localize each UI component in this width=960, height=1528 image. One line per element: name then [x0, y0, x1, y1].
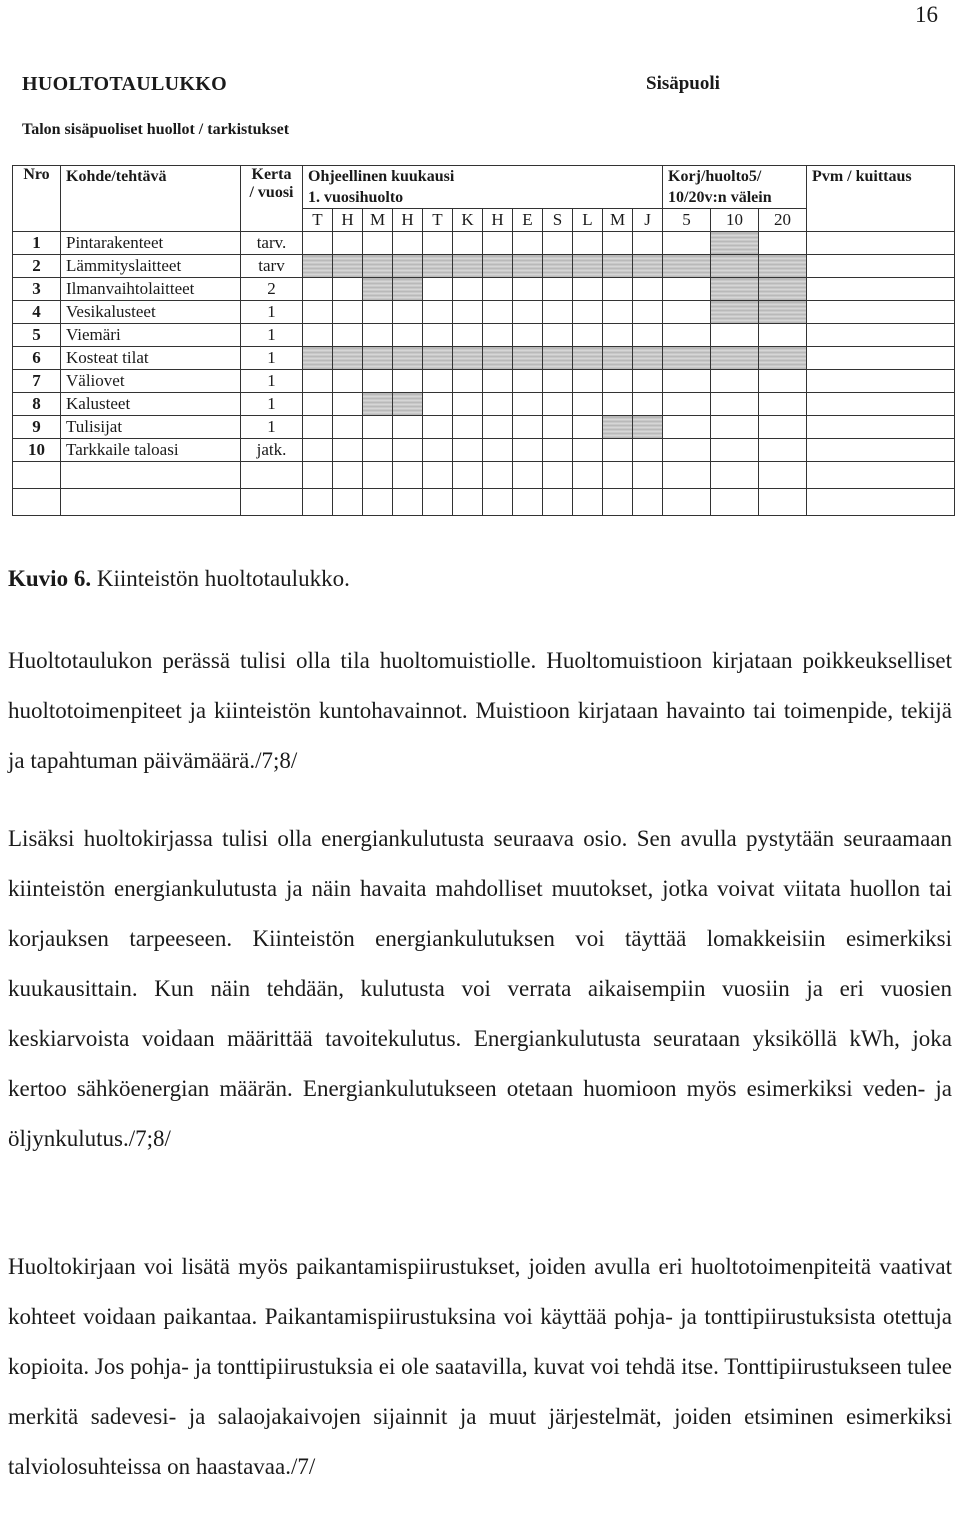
blank-cell — [423, 489, 453, 516]
table-row — [13, 255, 955, 278]
month-cell — [483, 393, 513, 416]
interval-cell — [759, 255, 807, 278]
row-number: 10 — [13, 439, 61, 462]
month-cell — [423, 278, 453, 301]
row-frequency: jatk. — [241, 439, 303, 462]
month-header-cell: T — [303, 209, 333, 232]
month-cell — [573, 324, 603, 347]
interval-cell — [663, 370, 711, 393]
interval-cell — [711, 439, 759, 462]
month-cell — [453, 370, 483, 393]
month-cell — [543, 370, 573, 393]
row-number: 4 — [13, 301, 61, 324]
interval-cell — [711, 347, 759, 370]
month-cell — [483, 278, 513, 301]
month-cell — [423, 324, 453, 347]
month-cell — [333, 347, 363, 370]
month-cell — [633, 416, 663, 439]
month-cell — [573, 347, 603, 370]
month-cell — [633, 347, 663, 370]
blank-cell — [241, 462, 303, 489]
month-cell — [603, 416, 633, 439]
row-task: Viemäri — [61, 324, 241, 347]
month-cell — [603, 255, 633, 278]
month-cell — [603, 370, 633, 393]
table-row — [13, 347, 955, 370]
month-cell — [303, 439, 333, 462]
table-row — [13, 301, 955, 324]
month-cell — [603, 301, 633, 324]
paragraph-3: Huoltokirjaan voi lisätä myös paikantamispiirustukset, joiden avulla eri huoltotoimenpiteitä vaativat kohteet voidaan paikantaa. Paikantamispiirustuksina voi käyttää pohja- ja tonttipiirustuksista otettuja kopioita. Jos pohja- ja tonttipiirustuksia ei ole saatavilla, kuvat voi tehdä itse. Tonttipiirustukseen tulee merkitä sadevesi- ja salaojakaivojen sijainnit ja muut järjestelmät, joiden etsiminen esimerkiksi talviolosuhteissa on haastavaa./7/ — [8, 1254, 952, 1479]
maintenance-table — [12, 165, 955, 516]
table-row — [13, 324, 955, 347]
blank-cell — [759, 489, 807, 516]
page-number: 16 — [915, 2, 938, 27]
blank-cell — [241, 489, 303, 516]
month-cell — [543, 347, 573, 370]
month-header-cell: S — [543, 209, 573, 232]
table-row — [13, 232, 955, 255]
blank-cell — [513, 489, 543, 516]
month-cell — [483, 301, 513, 324]
row-number: 6 — [13, 347, 61, 370]
month-cell — [513, 255, 543, 278]
blank-cell — [807, 462, 955, 489]
row-task: Lämmityslaitteet — [61, 255, 241, 278]
row-task: Tulisijat — [61, 416, 241, 439]
month-cell — [453, 347, 483, 370]
interval-header-cell: 5 — [663, 209, 711, 232]
interval-cell — [711, 232, 759, 255]
table-row — [13, 370, 955, 393]
blank-cell — [711, 462, 759, 489]
month-cell — [633, 255, 663, 278]
blank-cell — [573, 462, 603, 489]
blank-cell — [453, 489, 483, 516]
row-number: 3 — [13, 278, 61, 301]
month-cell — [483, 324, 513, 347]
interval-cell — [663, 347, 711, 370]
interval-cell — [711, 324, 759, 347]
month-cell — [603, 324, 633, 347]
blank-cell — [363, 462, 393, 489]
blank-row — [13, 489, 955, 516]
month-cell — [453, 278, 483, 301]
month-cell — [573, 255, 603, 278]
month-cell — [393, 301, 423, 324]
month-cell — [513, 439, 543, 462]
blank-cell — [483, 489, 513, 516]
row-frequency: tarv. — [241, 232, 303, 255]
interval-cell — [711, 393, 759, 416]
caption-label: Kuvio 6. — [8, 566, 92, 591]
month-cell — [573, 439, 603, 462]
table-row — [13, 278, 955, 301]
month-cell — [603, 232, 633, 255]
month-cell — [633, 301, 663, 324]
header-nro: Nro — [13, 166, 61, 232]
blank-cell — [603, 462, 633, 489]
month-cell — [423, 255, 453, 278]
table-row — [13, 439, 955, 462]
table-row — [13, 416, 955, 439]
month-cell — [303, 416, 333, 439]
row-frequency: 1 — [241, 324, 303, 347]
month-cell — [633, 393, 663, 416]
row-number: 1 — [13, 232, 61, 255]
month-cell — [543, 255, 573, 278]
table-title: HUOLTOTAULUKKO — [22, 73, 227, 95]
row-frequency: tarv — [241, 255, 303, 278]
month-cell — [453, 324, 483, 347]
row-task: Väliovet — [61, 370, 241, 393]
table-subtitle: Talon sisäpuoliset huollot / tarkistukset — [22, 121, 290, 138]
row-number: 5 — [13, 324, 61, 347]
interval-header-cell: 10 — [711, 209, 759, 232]
blank-cell — [513, 462, 543, 489]
month-cell — [363, 370, 393, 393]
month-cell — [393, 416, 423, 439]
month-cell — [333, 393, 363, 416]
blank-row — [13, 462, 955, 489]
month-header-cell: K — [453, 209, 483, 232]
interval-cell — [759, 393, 807, 416]
blank-cell — [711, 489, 759, 516]
blank-cell — [61, 462, 241, 489]
interval-cell — [663, 439, 711, 462]
row-number: 8 — [13, 393, 61, 416]
month-cell — [573, 278, 603, 301]
month-cell — [423, 347, 453, 370]
interval-cell — [711, 255, 759, 278]
month-cell — [573, 393, 603, 416]
interval-cell — [711, 301, 759, 324]
interval-cell — [759, 416, 807, 439]
header-pvm: Pvm / kuittaus — [807, 166, 955, 232]
row-frequency: 1 — [241, 301, 303, 324]
month-cell — [423, 232, 453, 255]
month-cell — [393, 370, 423, 393]
month-cell — [333, 301, 363, 324]
month-cell — [363, 393, 393, 416]
month-cell — [483, 255, 513, 278]
month-cell — [543, 439, 573, 462]
blank-cell — [13, 489, 61, 516]
month-cell — [483, 439, 513, 462]
month-cell — [633, 439, 663, 462]
blank-cell — [633, 462, 663, 489]
paragraph-1: Huoltotaulukon perässä tulisi olla tila huoltomuistiolle. Huoltomuistioon kirjataan poikkeukselliset huoltotoimenpiteet ja kiinteistön kuntohavainnot. Muistioon kirjataan havainto tai toimenpide, tekijä ja tapahtuman päivämäärä./7;8/ — [8, 648, 952, 773]
interval-cell — [663, 324, 711, 347]
month-cell — [513, 416, 543, 439]
month-cell — [303, 301, 333, 324]
month-cell — [393, 347, 423, 370]
month-header-cell: M — [363, 209, 393, 232]
header-korj-line2: 10/20v:n välein — [668, 189, 772, 206]
row-frequency: 1 — [241, 370, 303, 393]
interval-cell — [711, 370, 759, 393]
month-cell — [543, 278, 573, 301]
month-cell — [483, 232, 513, 255]
month-cell — [513, 347, 543, 370]
month-cell — [633, 278, 663, 301]
month-cell — [333, 370, 363, 393]
header-kerta-line2: / vuosi — [249, 184, 294, 201]
row-frequency: 2 — [241, 278, 303, 301]
month-cell — [453, 439, 483, 462]
month-cell — [333, 255, 363, 278]
signature-cell — [807, 278, 955, 301]
signature-cell — [807, 301, 955, 324]
month-header-cell: L — [573, 209, 603, 232]
blank-cell — [543, 489, 573, 516]
row-frequency: 1 — [241, 347, 303, 370]
interval-cell — [759, 347, 807, 370]
month-header-cell: T — [423, 209, 453, 232]
interval-cell — [663, 393, 711, 416]
month-cell — [573, 370, 603, 393]
blank-cell — [663, 462, 711, 489]
row-number: 7 — [13, 370, 61, 393]
month-cell — [453, 255, 483, 278]
header-kuukausi — [303, 166, 663, 209]
month-cell — [303, 324, 333, 347]
month-cell — [543, 393, 573, 416]
month-cell — [513, 324, 543, 347]
month-cell — [333, 278, 363, 301]
month-cell — [453, 301, 483, 324]
month-cell — [303, 370, 333, 393]
month-cell — [363, 439, 393, 462]
row-number: 9 — [13, 416, 61, 439]
month-cell — [303, 255, 333, 278]
maintenance-table-figure — [0, 55, 960, 525]
month-cell — [453, 232, 483, 255]
blank-cell — [303, 462, 333, 489]
table-side-label: Sisäpuoli — [646, 73, 720, 94]
month-cell — [423, 439, 453, 462]
month-cell — [513, 232, 543, 255]
table-row — [13, 393, 955, 416]
month-cell — [363, 255, 393, 278]
interval-cell — [663, 255, 711, 278]
month-cell — [303, 278, 333, 301]
blank-cell — [393, 462, 423, 489]
month-cell — [423, 393, 453, 416]
blank-cell — [303, 489, 333, 516]
month-header-cell: H — [393, 209, 423, 232]
blank-cell — [13, 462, 61, 489]
month-cell — [633, 232, 663, 255]
month-cell — [543, 416, 573, 439]
month-cell — [633, 324, 663, 347]
interval-cell — [759, 370, 807, 393]
month-cell — [363, 301, 393, 324]
month-cell — [513, 301, 543, 324]
month-cell — [513, 278, 543, 301]
blank-cell — [453, 462, 483, 489]
month-cell — [513, 393, 543, 416]
signature-cell — [807, 416, 955, 439]
month-cell — [603, 278, 633, 301]
month-cell — [543, 301, 573, 324]
month-cell — [363, 324, 393, 347]
interval-cell — [663, 232, 711, 255]
row-task: Kosteat tilat — [61, 347, 241, 370]
blank-cell — [333, 489, 363, 516]
month-cell — [393, 393, 423, 416]
row-frequency: 1 — [241, 393, 303, 416]
blank-cell — [603, 489, 633, 516]
interval-cell — [759, 232, 807, 255]
month-cell — [333, 439, 363, 462]
month-cell — [483, 370, 513, 393]
blank-cell — [759, 462, 807, 489]
signature-cell — [807, 347, 955, 370]
month-cell — [573, 232, 603, 255]
header-korj-line1: Korj/huolto5/ — [668, 168, 762, 185]
header-korj — [663, 166, 807, 209]
month-cell — [633, 370, 663, 393]
signature-cell — [807, 439, 955, 462]
paragraph-2: Lisäksi huoltokirjassa tulisi olla energiankulutusta seuraava osio. Sen avulla pystytään seuraamaan kiinteistön energiankulutusta ja näin havaita mahdolliset muutokset, jotka voivat viitata huollon tai korjauksen tarpeeseen. Kiinteistön energiankulutuksen voi täyttää lomakkeisiin esimerkiksi kuukausittain. Kun näin tehdään, kulutusta voi verrata aikaisempiin vuosiin ja eri vuosien keskiarvoista voidaan määrittää tavoitekulutus. Energiankulutusta seurataan yksiköllä kWh, joka kertoo sähköenergian määrän. Energiankulutukseen otetaan huomioon myös esimerkiksi veden- ja öljynkulutus./7;8/ — [8, 826, 952, 1151]
month-cell — [363, 347, 393, 370]
month-cell — [363, 416, 393, 439]
signature-cell — [807, 370, 955, 393]
header-kuukausi-line1: Ohjeellinen kuukausi — [308, 168, 455, 185]
row-task: Pintarakenteet — [61, 232, 241, 255]
blank-cell — [633, 489, 663, 516]
blank-cell — [663, 489, 711, 516]
month-cell — [393, 278, 423, 301]
interval-cell — [759, 324, 807, 347]
row-task: Vesikalusteet — [61, 301, 241, 324]
interval-header-cell: 20 — [759, 209, 807, 232]
interval-cell — [711, 278, 759, 301]
signature-cell — [807, 393, 955, 416]
row-task: Ilmanvaihtolaitteet — [61, 278, 241, 301]
month-cell — [543, 324, 573, 347]
month-cell — [333, 324, 363, 347]
month-cell — [603, 439, 633, 462]
month-cell — [453, 393, 483, 416]
month-cell — [483, 416, 513, 439]
month-cell — [333, 232, 363, 255]
row-frequency: 1 — [241, 416, 303, 439]
row-task: Kalusteet — [61, 393, 241, 416]
interval-cell — [663, 416, 711, 439]
month-cell — [303, 232, 333, 255]
month-cell — [603, 393, 633, 416]
blank-cell — [363, 489, 393, 516]
blank-cell — [543, 462, 573, 489]
signature-cell — [807, 324, 955, 347]
blank-cell — [61, 489, 241, 516]
month-cell — [573, 416, 603, 439]
interval-cell — [759, 439, 807, 462]
month-header-cell: E — [513, 209, 543, 232]
month-header-cell: J — [633, 209, 663, 232]
blank-cell — [807, 489, 955, 516]
interval-cell — [759, 301, 807, 324]
month-cell — [333, 416, 363, 439]
month-cell — [393, 439, 423, 462]
blank-cell — [483, 462, 513, 489]
month-cell — [393, 324, 423, 347]
blank-cell — [573, 489, 603, 516]
blank-cell — [423, 462, 453, 489]
header-kerta — [241, 166, 303, 232]
month-cell — [393, 255, 423, 278]
interval-cell — [663, 301, 711, 324]
month-header-cell: H — [483, 209, 513, 232]
row-task: Tarkkaile taloasi — [61, 439, 241, 462]
row-number: 2 — [13, 255, 61, 278]
month-cell — [483, 347, 513, 370]
month-cell — [303, 347, 333, 370]
caption-text: Kiinteistön huoltotaulukko. — [91, 566, 350, 591]
month-cell — [453, 416, 483, 439]
month-cell — [603, 347, 633, 370]
figure-caption — [8, 566, 350, 592]
month-cell — [513, 370, 543, 393]
month-cell — [393, 232, 423, 255]
month-cell — [543, 232, 573, 255]
month-cell — [303, 393, 333, 416]
month-header-cell: H — [333, 209, 363, 232]
blank-cell — [333, 462, 363, 489]
header-kerta-line1: Kerta — [251, 166, 292, 183]
month-cell — [423, 416, 453, 439]
header-kuukausi-line2: 1. vuosihuolto — [308, 189, 404, 206]
signature-cell — [807, 255, 955, 278]
interval-cell — [759, 278, 807, 301]
signature-cell — [807, 232, 955, 255]
month-cell — [423, 370, 453, 393]
header-kohde: Kohde/tehtävä — [61, 166, 241, 232]
month-cell — [573, 301, 603, 324]
interval-cell — [711, 416, 759, 439]
blank-cell — [393, 489, 423, 516]
month-cell — [423, 301, 453, 324]
month-header-cell: M — [603, 209, 633, 232]
interval-cell — [663, 278, 711, 301]
month-cell — [363, 278, 393, 301]
month-cell — [363, 232, 393, 255]
